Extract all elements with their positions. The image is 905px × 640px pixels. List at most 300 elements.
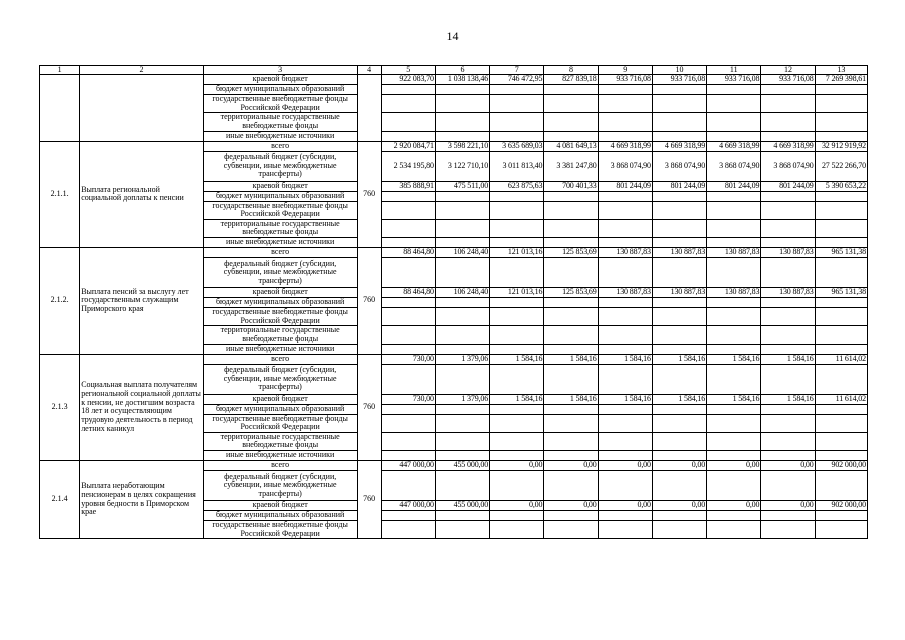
amount-cell [707, 298, 761, 308]
amount-cell [707, 326, 761, 344]
amount-cell [544, 451, 598, 461]
amount-cell: 385 888,91 [381, 181, 435, 191]
amount-cell: 730,00 [381, 394, 435, 404]
amount-cell [598, 113, 652, 131]
amount-cell: 746 472,95 [490, 75, 544, 85]
amount-cell: 130 887,83 [598, 288, 652, 298]
amount-cell: 801 244,09 [598, 181, 652, 191]
amount-cell: 700 401,33 [544, 181, 598, 191]
amount-cell [490, 404, 544, 414]
amount-cell [598, 258, 652, 288]
amount-cell [652, 219, 706, 237]
amount-cell: 447 000,00 [381, 461, 435, 471]
amount-cell: 0,00 [598, 461, 652, 471]
amount-cell [815, 85, 867, 95]
amount-cell [652, 521, 706, 539]
amount-cell [544, 521, 598, 539]
amount-cell [490, 521, 544, 539]
amount-cell [598, 85, 652, 95]
funding-source-label: федеральный бюджет (субсидии, субвенции, иные межбюджетные трансферты) [203, 258, 357, 288]
amount-cell [761, 131, 815, 141]
amount-cell: 121 013,16 [490, 288, 544, 298]
amount-cell [544, 95, 598, 113]
amount-cell [761, 364, 815, 394]
amount-cell: 3 868 074,90 [707, 151, 761, 181]
amount-cell [381, 471, 435, 501]
amount-cell [652, 404, 706, 414]
funding-source-label: государственные внебюджетные фонды Российской Федерации [203, 95, 357, 113]
amount-cell: 902 000,00 [815, 461, 867, 471]
amount-cell [707, 308, 761, 326]
amount-cell [761, 95, 815, 113]
amount-cell [381, 521, 435, 539]
amount-cell: 1 584,16 [490, 394, 544, 404]
funding-source-label: бюджет муниципальных образований [203, 511, 357, 521]
amount-cell: 933 716,08 [652, 75, 706, 85]
amount-cell [761, 191, 815, 201]
item-number: 2.1.4 [40, 461, 80, 539]
amount-cell: 11 614,02 [815, 394, 867, 404]
amount-cell [707, 201, 761, 219]
amount-cell [435, 298, 489, 308]
funding-source-label: территориальные государственные внебюджетные фонды [203, 326, 357, 344]
column-number: 13 [815, 66, 867, 75]
amount-cell [544, 191, 598, 201]
amount-cell: 922 083,70 [381, 75, 435, 85]
amount-cell: 130 887,83 [652, 288, 706, 298]
amount-cell: 130 887,83 [598, 248, 652, 258]
funding-source-label: территориальные государственные внебюджетные фонды [203, 219, 357, 237]
funding-source-label: территориальные государственные внебюджетные фонды [203, 432, 357, 450]
amount-cell [652, 191, 706, 201]
amount-cell [815, 432, 867, 450]
amount-cell [435, 258, 489, 288]
amount-cell [381, 113, 435, 131]
amount-cell [761, 308, 815, 326]
amount-cell [652, 201, 706, 219]
amount-cell [435, 471, 489, 501]
funding-source-label: иные внебюджетные источники [203, 238, 357, 248]
amount-cell [761, 85, 815, 95]
amount-cell [761, 201, 815, 219]
continuation-num-cell [40, 75, 80, 142]
amount-cell [761, 298, 815, 308]
amount-cell [381, 201, 435, 219]
amount-cell [490, 258, 544, 288]
funding-source-label: бюджет муниципальных образований [203, 404, 357, 414]
amount-cell [761, 404, 815, 414]
amount-cell [490, 451, 544, 461]
amount-cell: 4 081 649,13 [544, 141, 598, 151]
amount-cell: 130 887,83 [761, 288, 815, 298]
amount-cell: 4 669 318,99 [761, 141, 815, 151]
amount-cell [815, 471, 867, 501]
funding-source-label: всего [203, 354, 357, 364]
amount-cell [598, 219, 652, 237]
column-number: 5 [381, 66, 435, 75]
amount-cell [707, 344, 761, 354]
amount-cell [544, 85, 598, 95]
amount-cell [435, 85, 489, 95]
amount-cell [381, 364, 435, 394]
amount-cell [490, 201, 544, 219]
amount-cell [815, 344, 867, 354]
amount-cell [815, 414, 867, 432]
amount-cell [544, 432, 598, 450]
amount-cell [435, 219, 489, 237]
funding-source-label: краевой бюджет [203, 181, 357, 191]
funding-source-label: иные внебюджетные источники [203, 344, 357, 354]
amount-cell [707, 85, 761, 95]
amount-cell: 0,00 [490, 501, 544, 511]
amount-cell [490, 131, 544, 141]
amount-cell [381, 308, 435, 326]
amount-cell: 0,00 [707, 501, 761, 511]
amount-cell: 125 853,69 [544, 288, 598, 298]
amount-cell: 130 887,83 [652, 248, 706, 258]
amount-cell [598, 95, 652, 113]
amount-cell [598, 404, 652, 414]
amount-cell: 0,00 [761, 501, 815, 511]
amount-cell: 1 584,16 [598, 394, 652, 404]
amount-cell [761, 471, 815, 501]
amount-cell [652, 471, 706, 501]
amount-cell [381, 258, 435, 288]
amount-cell: 0,00 [652, 501, 706, 511]
amount-cell: 4 669 318,99 [652, 141, 706, 151]
amount-cell: 447 000,00 [381, 501, 435, 511]
continuation-code-cell [357, 75, 381, 142]
amount-cell [761, 451, 815, 461]
amount-cell [598, 521, 652, 539]
amount-cell [761, 521, 815, 539]
funding-source-label: всего [203, 141, 357, 151]
funding-source-label: федеральный бюджет (субсидии, субвенции, иные межбюджетные трансферты) [203, 364, 357, 394]
amount-cell [707, 451, 761, 461]
amount-cell [381, 344, 435, 354]
item-number: 2.1.2. [40, 248, 80, 355]
amount-cell [761, 326, 815, 344]
budget-row [40, 354, 868, 364]
amount-cell [381, 131, 435, 141]
amount-cell [707, 471, 761, 501]
amount-cell [490, 432, 544, 450]
amount-cell: 106 248,40 [435, 288, 489, 298]
item-number: 2.1.1. [40, 141, 80, 248]
amount-cell [490, 238, 544, 248]
amount-cell: 965 131,38 [815, 248, 867, 258]
amount-cell [435, 404, 489, 414]
amount-cell [544, 131, 598, 141]
amount-cell: 933 716,08 [598, 75, 652, 85]
amount-cell [815, 238, 867, 248]
amount-cell [598, 326, 652, 344]
amount-cell [707, 238, 761, 248]
amount-cell: 0,00 [652, 461, 706, 471]
amount-cell [544, 201, 598, 219]
amount-cell: 801 244,09 [707, 181, 761, 191]
column-number: 4 [357, 66, 381, 75]
amount-cell: 121 013,16 [490, 248, 544, 258]
amount-cell [544, 298, 598, 308]
amount-cell: 130 887,83 [761, 248, 815, 258]
amount-cell [544, 511, 598, 521]
funding-source-label: федеральный бюджет (субсидии, субвенции, иные межбюджетные трансферты) [203, 151, 357, 181]
amount-cell [652, 451, 706, 461]
amount-cell [652, 308, 706, 326]
amount-cell [435, 326, 489, 344]
item-number: 2.1.3 [40, 354, 80, 461]
amount-cell [435, 238, 489, 248]
amount-cell [815, 511, 867, 521]
amount-cell [544, 258, 598, 288]
amount-cell: 11 614,02 [815, 354, 867, 364]
amount-cell [381, 432, 435, 450]
item-code: 760 [357, 248, 381, 355]
amount-cell [815, 131, 867, 141]
amount-cell [490, 191, 544, 201]
amount-cell [815, 219, 867, 237]
amount-cell: 801 244,09 [652, 181, 706, 191]
funding-source-label: иные внебюджетные источники [203, 131, 357, 141]
amount-cell [435, 131, 489, 141]
amount-cell: 0,00 [490, 461, 544, 471]
funding-source-label: краевой бюджет [203, 288, 357, 298]
amount-cell: 0,00 [761, 461, 815, 471]
amount-cell: 2 920 084,71 [381, 141, 435, 151]
amount-cell [490, 344, 544, 354]
column-number-row [40, 66, 868, 75]
amount-cell: 1 584,16 [761, 394, 815, 404]
amount-cell [815, 191, 867, 201]
amount-cell [490, 471, 544, 501]
amount-cell [761, 238, 815, 248]
amount-cell [435, 344, 489, 354]
amount-cell: 0,00 [544, 501, 598, 511]
amount-cell [598, 432, 652, 450]
budget-table [39, 65, 868, 539]
amount-cell: 106 248,40 [435, 248, 489, 258]
amount-cell: 3 868 074,90 [598, 151, 652, 181]
amount-cell [707, 191, 761, 201]
amount-cell [381, 95, 435, 113]
funding-source-label: территориальные государственные внебюджетные фонды [203, 113, 357, 131]
amount-cell [598, 451, 652, 461]
amount-cell: 2 534 195,80 [381, 151, 435, 181]
amount-cell: 1 584,16 [652, 354, 706, 364]
amount-cell: 88 464,80 [381, 288, 435, 298]
budget-row [40, 248, 868, 258]
amount-cell [490, 113, 544, 131]
amount-cell [490, 85, 544, 95]
amount-cell: 1 584,16 [707, 394, 761, 404]
amount-cell [652, 238, 706, 248]
amount-cell [490, 364, 544, 394]
funding-source-label: краевой бюджет [203, 75, 357, 85]
column-number: 6 [435, 66, 489, 75]
amount-cell [435, 201, 489, 219]
amount-cell: 3 122 710,10 [435, 151, 489, 181]
column-number: 10 [652, 66, 706, 75]
amount-cell [435, 308, 489, 326]
amount-cell [381, 511, 435, 521]
amount-cell [435, 191, 489, 201]
item-code: 760 [357, 141, 381, 248]
funding-source-label: государственные внебюджетные фонды Российской Федерации [203, 308, 357, 326]
amount-cell [815, 258, 867, 288]
funding-source-label: всего [203, 248, 357, 258]
amount-cell [544, 404, 598, 414]
amount-cell: 0,00 [544, 461, 598, 471]
amount-cell: 623 875,63 [490, 181, 544, 191]
amount-cell: 730,00 [381, 354, 435, 364]
amount-cell: 1 584,16 [544, 394, 598, 404]
amount-cell [381, 404, 435, 414]
amount-cell [761, 219, 815, 237]
amount-cell: 3 598 221,10 [435, 141, 489, 151]
funding-source-label: государственные внебюджетные фонды Российской Федерации [203, 521, 357, 539]
column-number: 1 [40, 66, 80, 75]
amount-cell [598, 298, 652, 308]
amount-cell [598, 308, 652, 326]
continuation-name-cell [80, 75, 204, 142]
amount-cell: 3 381 247,80 [544, 151, 598, 181]
amount-cell [544, 219, 598, 237]
amount-cell [707, 258, 761, 288]
amount-cell [544, 471, 598, 501]
amount-cell: 475 511,00 [435, 181, 489, 191]
amount-cell: 1 584,16 [544, 354, 598, 364]
funding-source-label: бюджет муниципальных образований [203, 85, 357, 95]
amount-cell: 827 839,18 [544, 75, 598, 85]
amount-cell [652, 414, 706, 432]
amount-cell [707, 404, 761, 414]
amount-cell [381, 85, 435, 95]
amount-cell: 1 584,16 [598, 354, 652, 364]
amount-cell [815, 451, 867, 461]
amount-cell: 933 716,08 [761, 75, 815, 85]
amount-cell [652, 432, 706, 450]
amount-cell [544, 308, 598, 326]
amount-cell: 130 887,83 [707, 288, 761, 298]
amount-cell: 933 716,08 [707, 75, 761, 85]
amount-cell [435, 364, 489, 394]
column-number: 9 [598, 66, 652, 75]
amount-cell: 1 379,06 [435, 394, 489, 404]
amount-cell: 27 522 266,70 [815, 151, 867, 181]
amount-cell [761, 432, 815, 450]
amount-cell [598, 511, 652, 521]
amount-cell [544, 326, 598, 344]
amount-cell [490, 511, 544, 521]
amount-cell [652, 95, 706, 113]
amount-cell [815, 521, 867, 539]
column-number: 11 [707, 66, 761, 75]
amount-cell [815, 364, 867, 394]
amount-cell: 1 038 138,46 [435, 75, 489, 85]
amount-cell: 130 887,83 [707, 248, 761, 258]
item-name: Выплата пенсий за выслугу лет государственным служащим Приморского края [80, 248, 204, 355]
amount-cell [544, 364, 598, 394]
amount-cell [815, 298, 867, 308]
amount-cell: 801 244,09 [761, 181, 815, 191]
amount-cell: 1 584,16 [707, 354, 761, 364]
amount-cell [707, 414, 761, 432]
amount-cell [490, 219, 544, 237]
amount-cell [652, 344, 706, 354]
amount-cell [435, 451, 489, 461]
amount-cell [381, 298, 435, 308]
amount-cell: 965 131,38 [815, 288, 867, 298]
amount-cell: 455 000,00 [435, 461, 489, 471]
amount-cell [598, 131, 652, 141]
budget-row [40, 141, 868, 151]
amount-cell [815, 201, 867, 219]
amount-cell [435, 113, 489, 131]
amount-cell [707, 219, 761, 237]
amount-cell [707, 511, 761, 521]
amount-cell [815, 308, 867, 326]
amount-cell [544, 238, 598, 248]
amount-cell [598, 238, 652, 248]
amount-cell [761, 344, 815, 354]
amount-cell [544, 113, 598, 131]
amount-cell [815, 113, 867, 131]
amount-cell [707, 521, 761, 539]
amount-cell: 0,00 [598, 501, 652, 511]
continuation-row [40, 75, 868, 85]
item-code: 760 [357, 354, 381, 461]
column-number: 7 [490, 66, 544, 75]
amount-cell [652, 298, 706, 308]
amount-cell [707, 95, 761, 113]
amount-cell [652, 85, 706, 95]
amount-cell [381, 219, 435, 237]
amount-cell [435, 95, 489, 113]
funding-source-label: бюджет муниципальных образований [203, 191, 357, 201]
funding-source-label: краевой бюджет [203, 501, 357, 511]
amount-cell [598, 201, 652, 219]
amount-cell [598, 344, 652, 354]
amount-cell [544, 344, 598, 354]
amount-cell: 3 011 813,40 [490, 151, 544, 181]
amount-cell [598, 191, 652, 201]
amount-cell [761, 414, 815, 432]
amount-cell [761, 258, 815, 288]
item-code: 760 [357, 461, 381, 539]
amount-cell: 1 379,06 [435, 354, 489, 364]
amount-cell [490, 414, 544, 432]
funding-source-label: государственные внебюджетные фонды Российской Федерации [203, 414, 357, 432]
amount-cell [490, 308, 544, 326]
amount-cell [652, 258, 706, 288]
item-name: Социальная выплата получателям региональной социальной доплаты к пенсии, не достигшим возраста 18 лет и осуществляющим трудовую деятельность в период летних каникул [80, 354, 204, 461]
amount-cell [490, 326, 544, 344]
budget-row [40, 461, 868, 471]
amount-cell: 5 390 653,22 [815, 181, 867, 191]
amount-cell [490, 95, 544, 113]
amount-cell [435, 521, 489, 539]
amount-cell: 4 669 318,99 [707, 141, 761, 151]
amount-cell: 1 584,16 [761, 354, 815, 364]
amount-cell [815, 326, 867, 344]
amount-cell [381, 451, 435, 461]
amount-cell [598, 414, 652, 432]
amount-cell: 902 000,00 [815, 501, 867, 511]
column-number: 8 [544, 66, 598, 75]
amount-cell: 3 868 074,90 [652, 151, 706, 181]
funding-source-label: всего [203, 461, 357, 471]
